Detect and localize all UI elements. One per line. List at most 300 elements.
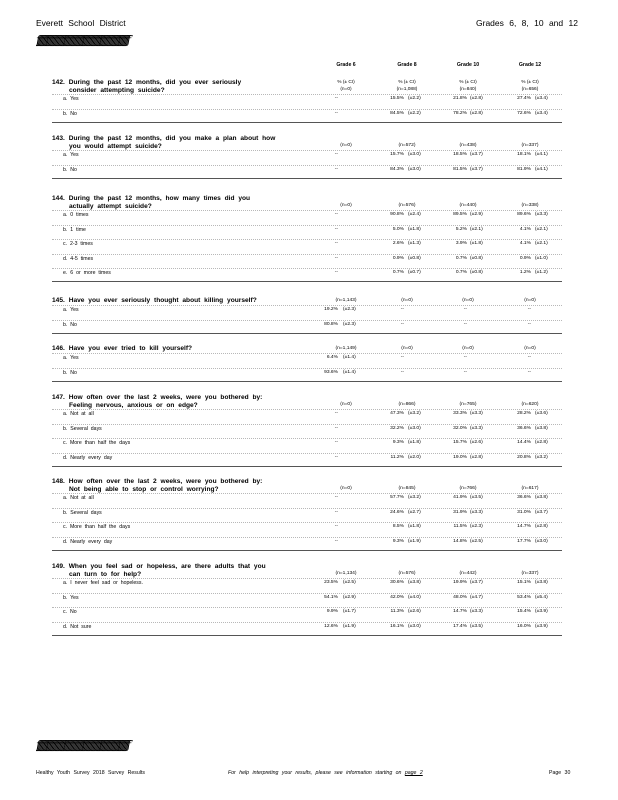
confidence-interval: (±3.8) — [408, 580, 421, 585]
answer-label: d. 4-5 times — [63, 255, 94, 262]
answer-label: b. Yes — [63, 594, 79, 601]
percent-value: -- — [527, 355, 531, 360]
sample-size: (n=572) — [398, 143, 416, 148]
answer-label: d. Not sure — [63, 623, 92, 630]
confidence-interval: (±1.9) — [408, 538, 421, 544]
percent-value: 89.5% — [453, 212, 467, 217]
percent-value: 15.1% — [517, 580, 531, 585]
sample-size: (n=442) — [459, 571, 477, 576]
footer-survey-title: Healthy Youth Survey 2018 Survey Results — [36, 770, 145, 776]
percent-value: 33.3% — [453, 411, 467, 416]
question-line: 143. — [52, 135, 65, 142]
percent-value: 17.4% — [453, 623, 467, 629]
confidence-interval: (±2.3) — [470, 524, 483, 529]
percent-value: -- — [334, 425, 338, 431]
row-divider — [52, 268, 562, 269]
sample-size: (n=840) — [459, 86, 477, 92]
confidence-interval: (±1.4) — [343, 355, 356, 360]
confidence-interval: (±2.4) — [408, 212, 421, 217]
percent-value: 19.0% — [453, 454, 467, 460]
confidence-interval: (±1.8) — [408, 524, 421, 529]
percent-value: -- — [527, 369, 531, 375]
confidence-interval: (±2.9) — [343, 594, 356, 600]
question-line: consider attempting suicide? — [69, 87, 165, 94]
percent-value: -- — [527, 307, 531, 312]
question-line: During the past 12 months, did you ever seriously — [68, 79, 242, 86]
percent-value: -- — [334, 495, 338, 500]
confidence-interval: (±3.3) — [470, 509, 483, 515]
confidence-interval: (±2.3) — [343, 321, 356, 327]
confidence-interval: (±3.9) — [535, 609, 548, 614]
grade-column-header: Grade 8 — [397, 62, 417, 68]
percent-value: 5.0% — [392, 226, 404, 232]
sample-size: (n=576) — [398, 571, 416, 576]
row-divider — [52, 150, 562, 151]
sample-size: (n=845) — [398, 486, 416, 491]
column-stat-header — [521, 80, 539, 93]
row-divider — [52, 622, 562, 623]
percent-value: 19.9% — [453, 580, 467, 585]
percent-value: 5.2% — [455, 226, 467, 232]
sample-size: (n=620) — [521, 402, 539, 407]
sample-size: (n=438) — [459, 143, 477, 148]
percent-value: 36.6% — [517, 495, 531, 500]
answer-label: b. Several days — [63, 509, 102, 516]
row-divider — [52, 225, 562, 226]
confidence-interval: (±3.0) — [408, 152, 421, 157]
grade-column-header: Grade 12 — [518, 62, 542, 68]
confidence-interval: (±3.7) — [535, 509, 548, 515]
decorative-rule-top: ƒƒƒƒƒƒƒƒƒƒƒƒƒƒƒƒƒƒƒƒƒƒƒƒƒƒƒƒƒƒƒƒƒƒƒƒƒƒƒƒƒƒƒƒƒƒƒƒƒƒƒƒƒƒƒƒƒƒƒƒƒƒƒƒƒƒƒƒƒƒƒƒƒƒ — [36, 33, 128, 47]
grade-column-header: Grade 10 — [456, 62, 480, 68]
confidence-interval: (±1.9) — [343, 623, 356, 629]
question-line: When you feel sad or hopeless, are there adults that you — [68, 563, 266, 570]
percent-value: 36.6% — [517, 425, 531, 431]
question-line: How often over the last 2 weeks, were you bothered by: — [68, 478, 263, 485]
confidence-interval: (±4.1) — [535, 166, 548, 172]
confidence-interval: (±4.0) — [408, 594, 421, 600]
percent-value: 84.5% — [390, 110, 404, 116]
row-divider — [52, 305, 562, 306]
confidence-interval: (±3.2) — [408, 495, 421, 500]
percent-value: 16.0% — [517, 623, 531, 629]
percent-value: 14.7% — [517, 524, 531, 529]
percent-value: 15.4% — [517, 609, 531, 614]
section-divider — [52, 178, 562, 179]
percent-value: -- — [463, 369, 467, 375]
question-text — [52, 79, 241, 95]
sample-size: (n=0) — [340, 86, 352, 92]
confidence-interval: (±2.8) — [535, 440, 548, 445]
row-divider — [52, 593, 562, 594]
row-divider — [52, 368, 562, 369]
confidence-interval: (±1.2) — [535, 270, 548, 275]
percent-value: -- — [334, 524, 338, 529]
answer-label: a. Yes — [63, 355, 79, 361]
question-line: 146. — [52, 345, 65, 352]
section-divider — [52, 122, 562, 123]
confidence-interval: (±2.1) — [535, 226, 548, 232]
percent-value: 15.5% — [390, 96, 404, 101]
question-line: Have you ever seriously thought about killing yourself? — [68, 297, 257, 304]
confidence-interval: (±3.7) — [470, 580, 483, 585]
row-divider — [52, 508, 562, 509]
answer-label: a. Yes — [63, 152, 79, 158]
stat-label: % (± CI) — [459, 80, 477, 85]
confidence-interval: (±2.7) — [408, 509, 421, 515]
question-line: Not being able to stop or control worrying? — [69, 486, 219, 493]
confidence-interval: (±2.9) — [470, 212, 483, 217]
confidence-interval: (±2.0) — [408, 454, 421, 460]
confidence-interval: (±3.5) — [470, 495, 483, 500]
percent-value: -- — [334, 255, 338, 261]
percent-value: 1.2% — [519, 270, 531, 275]
confidence-interval: (±3.0) — [408, 166, 421, 172]
confidence-interval: (±3.7) — [470, 166, 483, 172]
percent-value: -- — [463, 307, 467, 312]
row-divider — [52, 239, 562, 240]
question-line: 149. — [52, 563, 65, 570]
percent-value: 15.7% — [390, 152, 404, 157]
question-line: Feeling nervous, anxious or on edge? — [69, 402, 198, 409]
percent-value: 53.4% — [517, 594, 531, 600]
question-text — [52, 394, 262, 410]
confidence-interval: (±2.6) — [408, 609, 421, 614]
confidence-interval: (±2.8) — [535, 524, 548, 529]
percent-value: 4.1% — [519, 241, 531, 246]
sample-size: (n=440) — [459, 203, 477, 208]
percent-value: 2.6% — [392, 241, 404, 246]
answer-label: c. More than half the days — [63, 440, 131, 446]
confidence-interval: (±3.3) — [535, 212, 548, 217]
answer-label: b. 1 time — [63, 226, 86, 233]
percent-value: -- — [334, 454, 338, 460]
question-line: 144. — [52, 195, 65, 202]
grade-column-header: Grade 6 — [336, 62, 356, 68]
percent-value: 31.0% — [517, 509, 531, 515]
confidence-interval: (±3.5) — [470, 623, 483, 629]
percent-value: -- — [334, 411, 338, 416]
percent-value: 14.8% — [453, 538, 467, 544]
sample-size: (n=0) — [401, 346, 413, 351]
row-divider — [52, 522, 562, 523]
percent-value: 4.1% — [519, 226, 531, 232]
answer-label: d. Nearly every day — [63, 454, 113, 461]
answer-label: b. Several days — [63, 425, 102, 432]
percent-value: 42.0% — [390, 594, 404, 600]
confidence-interval: (±2.2) — [408, 96, 421, 101]
percent-value: 32.2% — [390, 425, 404, 431]
answer-label: a. Not at all — [63, 411, 94, 417]
percent-value: 11.2% — [390, 454, 404, 460]
stat-label: % (± CI) — [521, 80, 539, 85]
percent-value: 0.9% — [519, 255, 531, 261]
confidence-interval: (±1.4) — [343, 369, 356, 375]
percent-value: 54.1% — [324, 594, 338, 600]
row-divider — [52, 353, 562, 354]
percent-value: 31.9% — [453, 509, 467, 515]
question-text — [52, 195, 250, 211]
percent-value: 80.8% — [324, 321, 338, 327]
sample-size: (n=1,088) — [396, 86, 418, 92]
footer-page-link[interactable]: page 2 — [404, 770, 423, 776]
confidence-interval: (±3.2) — [408, 411, 421, 416]
percent-value: 9.9% — [326, 609, 338, 614]
row-divider — [52, 320, 562, 321]
confidence-interval: (±1.0) — [535, 255, 548, 261]
percent-value: 20.8% — [517, 454, 531, 460]
answer-label: a. Yes — [63, 96, 79, 102]
percent-value: 19.2% — [324, 307, 338, 312]
percent-value: -- — [334, 166, 338, 172]
percent-value: 0.7% — [455, 270, 467, 275]
confidence-interval: (±2.1) — [535, 241, 548, 246]
confidence-interval: (±3.0) — [408, 623, 421, 629]
percent-value: -- — [400, 355, 404, 360]
question-line: actually attempt suicide? — [69, 203, 152, 210]
confidence-interval: (±1.7) — [343, 609, 356, 614]
answer-label: a. Yes — [63, 307, 79, 313]
confidence-interval: (±0.8) — [470, 270, 483, 275]
percent-value: 27.4% — [517, 96, 531, 101]
question-line: 145. — [52, 297, 65, 304]
confidence-interval: (±3.6) — [535, 411, 548, 416]
percent-value: 81.5% — [453, 166, 467, 172]
percent-value: -- — [400, 321, 404, 327]
percent-value: 21.8% — [453, 96, 467, 101]
question-text — [52, 297, 257, 305]
confidence-interval: (±4.1) — [535, 152, 548, 157]
answer-label: c. More than half the days — [63, 524, 131, 530]
confidence-interval: (±0.8) — [470, 255, 483, 261]
answer-label: a. 0 times — [63, 212, 89, 218]
question-line: you would attempt suicide? — [69, 143, 162, 150]
answer-label: c. No — [63, 609, 77, 615]
confidence-interval: (±3.9) — [535, 623, 548, 629]
percent-value: -- — [334, 509, 338, 515]
column-stat-header — [459, 80, 477, 93]
percent-value: -- — [527, 321, 531, 327]
confidence-interval: (±3.4) — [535, 96, 548, 101]
confidence-interval: (±3.2) — [535, 454, 548, 460]
confidence-interval: (±0.8) — [408, 255, 421, 261]
confidence-interval: (±5.4) — [535, 594, 548, 600]
question-text — [52, 345, 192, 353]
sample-size: (n=1,134) — [335, 571, 357, 576]
question-text — [52, 478, 262, 494]
question-line: 148. — [52, 478, 65, 485]
row-divider — [52, 109, 562, 110]
percent-value: 18.1% — [517, 152, 531, 157]
percent-value: -- — [400, 369, 404, 375]
answer-label: b. No — [63, 166, 77, 173]
row-divider — [52, 210, 562, 211]
percent-value: 9.3% — [392, 440, 404, 445]
confidence-interval: (±3.0) — [535, 538, 548, 544]
question-line: 147. — [52, 394, 65, 401]
answer-label: d. Nearly every day — [63, 538, 113, 545]
section-divider — [52, 550, 562, 551]
answer-label: a. Not at all — [63, 495, 94, 501]
sample-size: (n=0) — [401, 298, 413, 303]
section-divider — [52, 381, 562, 382]
percent-value: -- — [463, 355, 467, 360]
sample-size: (n=656) — [521, 86, 539, 92]
percent-value: 89.6% — [517, 212, 531, 217]
percent-value: 16.1% — [390, 623, 404, 629]
confidence-interval: (±3.3) — [470, 425, 483, 431]
percent-value: 90.8% — [390, 212, 404, 217]
answer-label: b. No — [63, 110, 77, 117]
percent-value: -- — [400, 307, 404, 312]
confidence-interval: (±2.2) — [408, 110, 421, 116]
confidence-interval: (±2.1) — [470, 226, 483, 232]
row-divider — [52, 165, 562, 166]
row-divider — [52, 607, 562, 608]
percent-value: 12.6% — [324, 623, 338, 629]
percent-value: -- — [334, 440, 338, 445]
row-divider — [52, 94, 562, 95]
sample-size: (n=0) — [462, 346, 474, 351]
percent-value: 8.5% — [392, 524, 404, 529]
confidence-interval: (±1.8) — [408, 226, 421, 232]
confidence-interval: (±2.8) — [470, 454, 483, 460]
row-divider — [52, 578, 562, 579]
percent-value: 17.7% — [517, 538, 531, 544]
percent-value: 57.7% — [390, 495, 404, 500]
sample-size: (n=338) — [521, 203, 539, 208]
percent-value: 3.9% — [455, 241, 467, 246]
percent-value: 14.4% — [517, 440, 531, 445]
confidence-interval: (±4.7) — [470, 594, 483, 600]
percent-value: 30.6% — [390, 580, 404, 585]
question-line: Have you ever tried to kill yourself? — [68, 345, 193, 352]
confidence-interval: (±2.3) — [343, 307, 356, 312]
confidence-interval: (±3.8) — [535, 580, 548, 585]
percent-value: 15.7% — [453, 440, 467, 445]
percent-value: 24.6% — [390, 509, 404, 515]
footer-help-note — [228, 770, 423, 776]
confidence-interval: (±3.8) — [535, 425, 548, 431]
stat-label: % (± CI) — [398, 80, 416, 85]
percent-value: -- — [463, 321, 467, 327]
answer-label: b. No — [63, 321, 77, 328]
question-line: 142. — [52, 79, 65, 86]
percent-value: 84.3% — [390, 166, 404, 172]
percent-value: 0.7% — [392, 270, 404, 275]
confidence-interval: (±1.3) — [408, 241, 421, 246]
sample-size: (n=866) — [398, 402, 416, 407]
confidence-interval: (±2.6) — [470, 440, 483, 445]
sample-size: (n=0) — [524, 346, 536, 351]
column-stat-header — [337, 80, 355, 93]
percent-value: 78.2% — [453, 110, 467, 116]
confidence-interval: (±3.3) — [470, 411, 483, 416]
percent-value: 72.6% — [517, 110, 531, 116]
percent-value: 14.7% — [453, 609, 467, 614]
question-text — [52, 135, 275, 151]
section-divider — [52, 333, 562, 334]
footer-page-number: Page 30 — [549, 770, 571, 776]
section-divider — [52, 281, 562, 282]
sample-size: (n=0) — [340, 143, 352, 148]
confidence-interval: (±2.8) — [470, 96, 483, 101]
percent-value: 11.3% — [390, 609, 404, 614]
sample-size: (n=617) — [521, 486, 539, 491]
percent-value: 6.4% — [326, 355, 338, 360]
confidence-interval: (±3.4) — [535, 110, 548, 116]
sample-size: (n=0) — [340, 402, 352, 407]
percent-value: 0.7% — [455, 255, 467, 261]
percent-value: -- — [334, 110, 338, 116]
column-stat-header — [397, 80, 418, 93]
sample-size: (n=765) — [459, 402, 477, 407]
question-line: During the past 12 months, how many times did you — [68, 195, 251, 202]
confidence-interval: (±3.0) — [408, 425, 421, 431]
footer-help-text: For help interpreting your results, please see information starting on — [228, 770, 405, 776]
row-divider — [52, 409, 562, 410]
percent-value: -- — [334, 96, 338, 101]
stat-label: % (± CI) — [337, 80, 355, 85]
header-district: Everett School District — [36, 18, 126, 28]
answer-label: b. No — [63, 369, 77, 376]
sample-size: (n=0) — [524, 298, 536, 303]
percent-value: 48.0% — [453, 594, 467, 600]
percent-value: 47.3% — [390, 411, 404, 416]
sample-size: (n=1,149) — [335, 346, 357, 351]
question-line: can turn to for help? — [69, 571, 142, 578]
percent-value: -- — [334, 538, 338, 544]
row-divider — [52, 537, 562, 538]
confidence-interval: (±2.5) — [343, 580, 356, 585]
row-divider — [52, 453, 562, 454]
sample-size: (n=1,143) — [335, 298, 357, 303]
confidence-interval: (±3.7) — [470, 152, 483, 157]
sample-size: (n=576) — [398, 203, 416, 208]
percent-value: 18.5% — [453, 152, 467, 157]
answer-label: c. 2-3 times — [63, 241, 93, 247]
sample-size: (n=0) — [462, 298, 474, 303]
sample-size: (n=337) — [521, 143, 539, 148]
sample-size: (n=766) — [459, 486, 477, 491]
percent-value: 41.9% — [453, 495, 467, 500]
confidence-interval: (±0.7) — [408, 270, 421, 275]
sample-size: (n=0) — [340, 486, 352, 491]
row-divider — [52, 438, 562, 439]
percent-value: -- — [334, 241, 338, 246]
percent-value: 9.3% — [392, 538, 404, 544]
confidence-interval: (±3.8) — [535, 495, 548, 500]
percent-value: 11.5% — [453, 524, 467, 529]
question-line: During the past 12 months, did you make a plan about how — [68, 135, 276, 142]
row-divider — [52, 424, 562, 425]
percent-value: 93.6% — [324, 369, 338, 375]
percent-value: 28.2% — [517, 411, 531, 416]
answer-label: e. 6 or more times — [63, 270, 111, 276]
percent-value: 81.9% — [517, 166, 531, 172]
confidence-interval: (±3.3) — [470, 609, 483, 614]
row-divider — [52, 254, 562, 255]
percent-value: 23.5% — [324, 580, 338, 585]
percent-value: -- — [334, 270, 338, 275]
section-divider — [52, 466, 562, 467]
sample-size: (n=0) — [340, 203, 352, 208]
confidence-interval: (±2.8) — [470, 110, 483, 116]
percent-value: -- — [334, 152, 338, 157]
decorative-rule-bottom: ƒƒƒƒƒƒƒƒƒƒƒƒƒƒƒƒƒƒƒƒƒƒƒƒƒƒƒƒƒƒƒƒƒƒƒƒƒƒƒƒƒƒƒƒƒƒƒƒƒƒƒƒƒƒƒƒƒƒƒƒƒƒƒƒƒƒƒƒƒƒƒƒƒƒ — [36, 738, 128, 752]
confidence-interval: (±1.8) — [408, 440, 421, 445]
sample-size: (n=337) — [521, 571, 539, 576]
